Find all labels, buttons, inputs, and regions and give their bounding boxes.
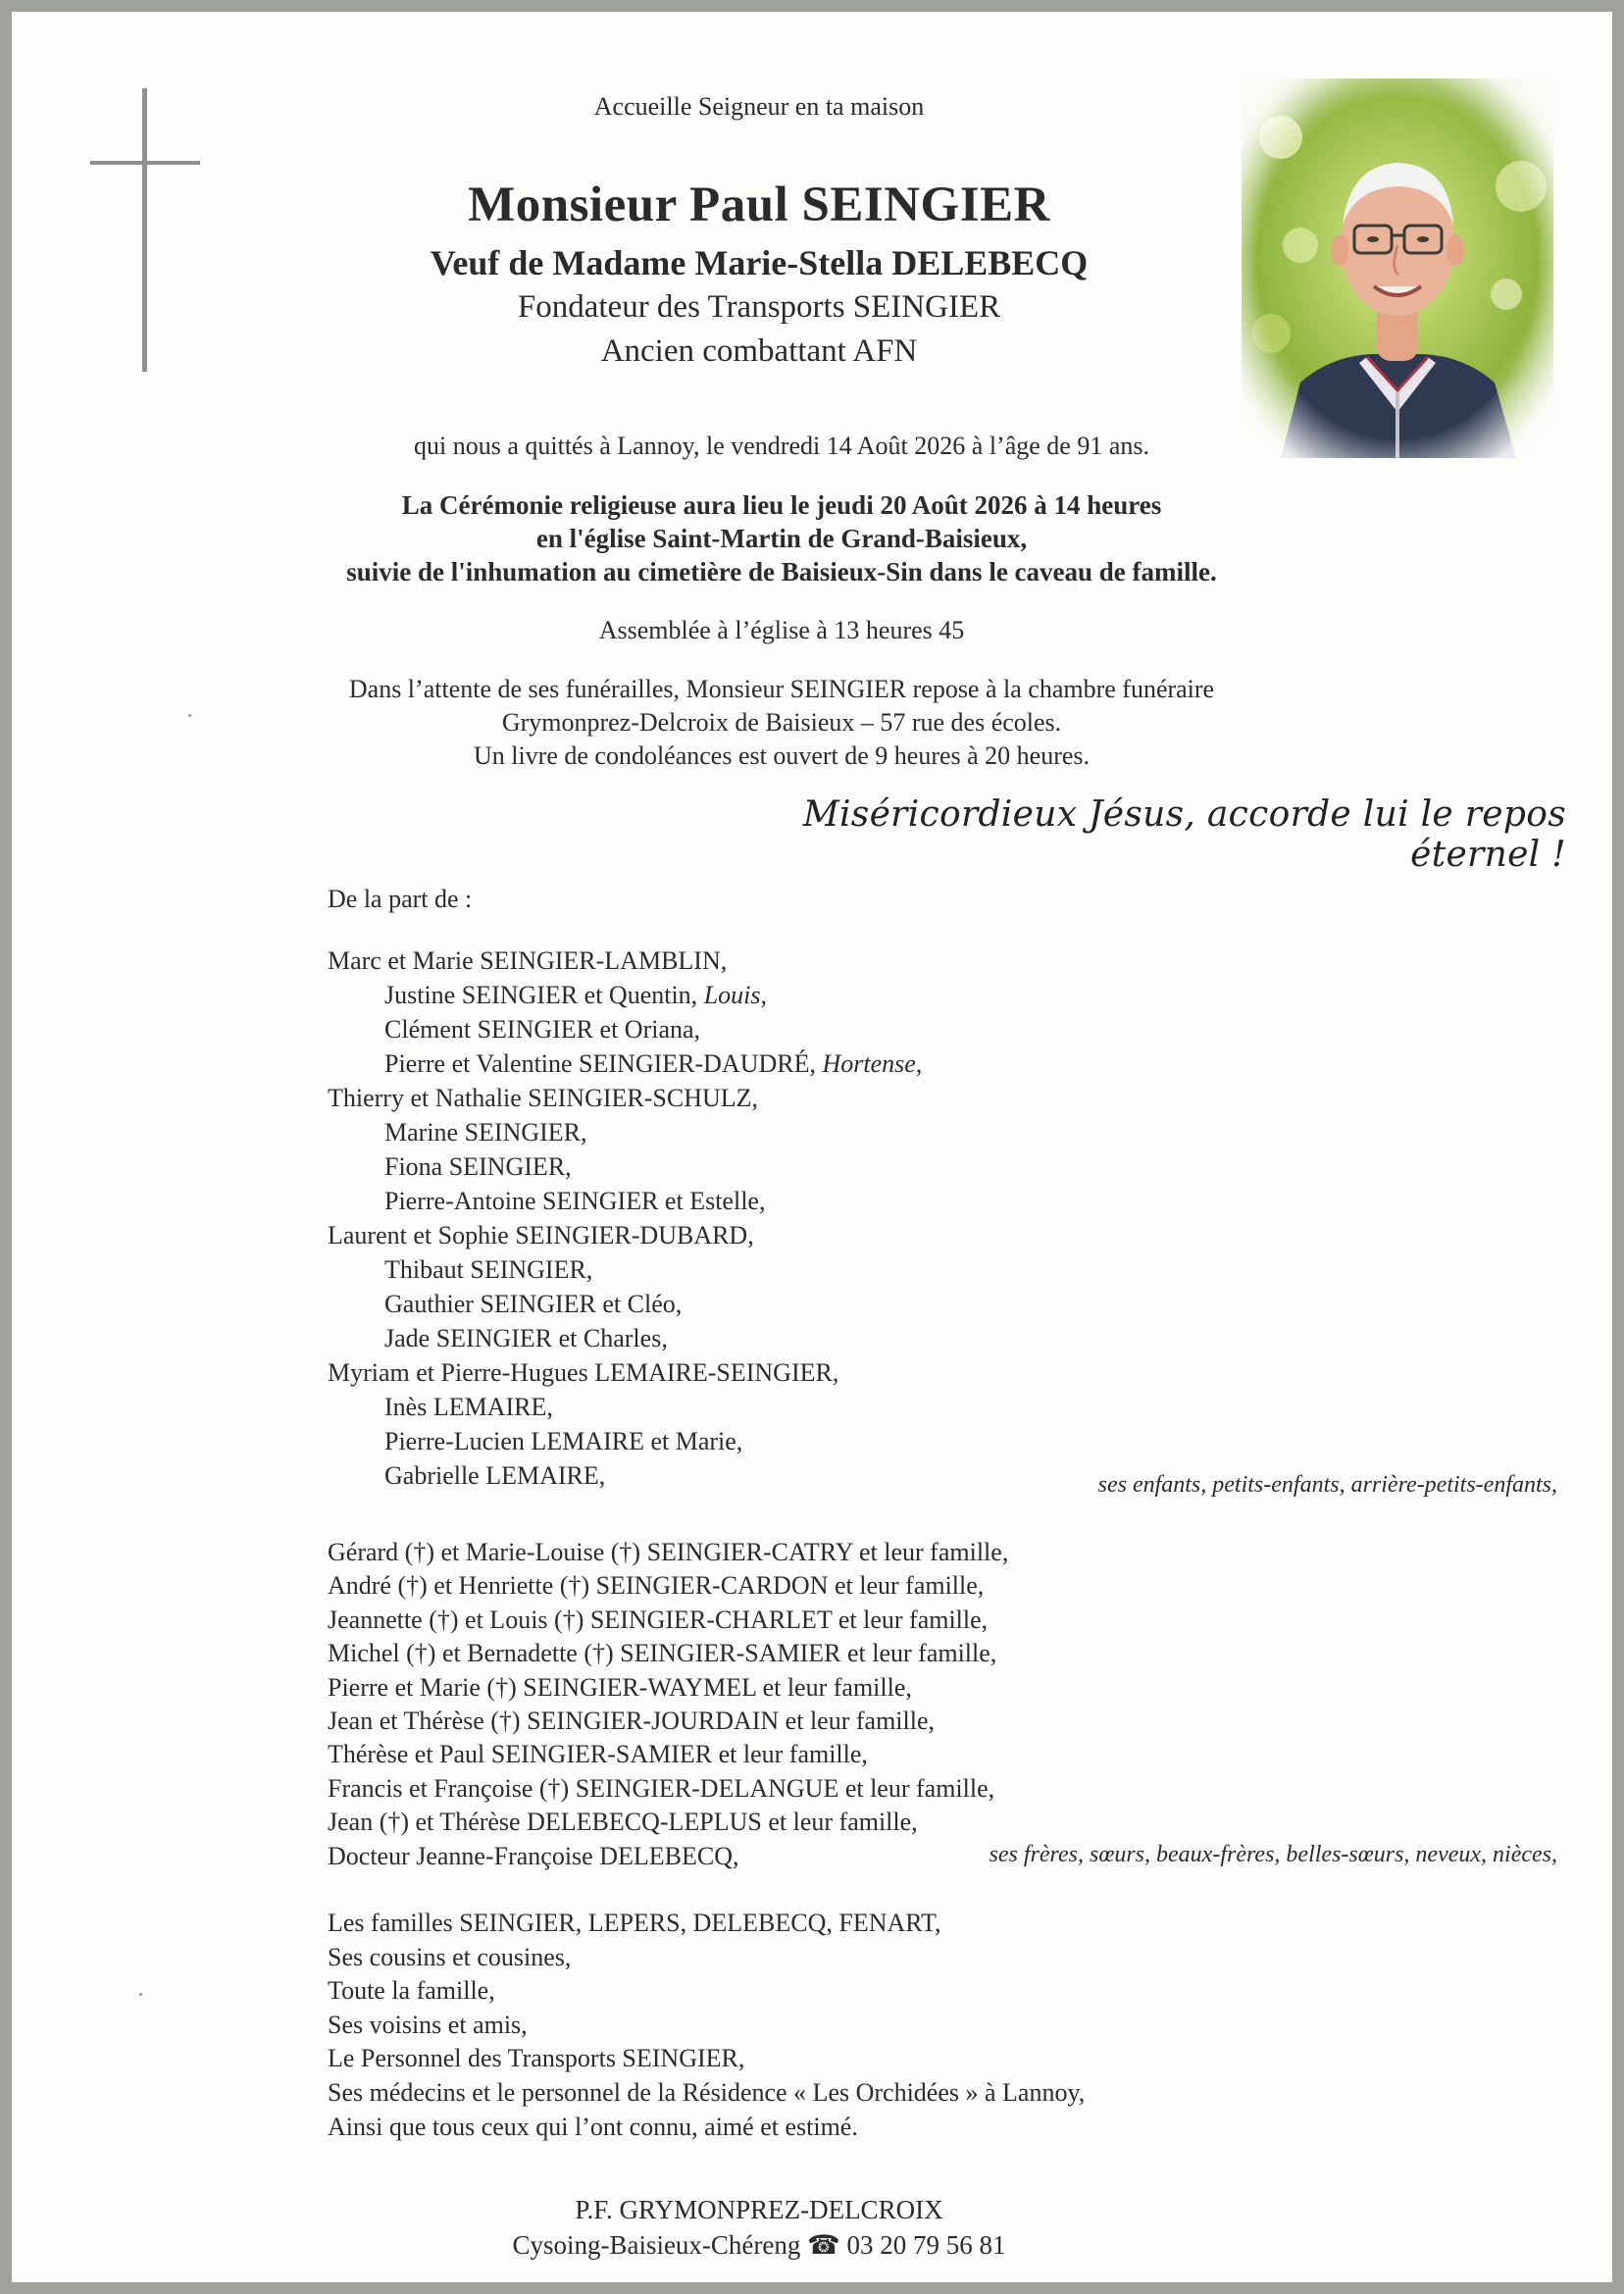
child-couple: [328, 946, 727, 976]
family-member-name: Pierre et Valentine SEINGIER-DAUDRÉ,: [384, 1049, 823, 1078]
sibling-line: Gérard (†) et Marie-Louise (†) SEINGIER-CATRY et leur famille,: [328, 1538, 1009, 1566]
grandchild: [384, 1118, 587, 1147]
great-grandchild-name: Hortense,: [822, 1049, 923, 1078]
sibling-line: Jean et Thérèse (†) SEINGIER-JOURDAIN et leur famille,: [328, 1707, 935, 1735]
child-couple: [328, 1084, 758, 1113]
other-mourner-line: Ainsi que tous ceux qui l’ont connu, aimé et estimé.: [328, 2112, 858, 2141]
family-member-name: Thierry et Nathalie SEINGIER-SCHULZ,: [328, 1084, 759, 1112]
widower-line: Veuf de Madame Marie-Stella DELEBECQ: [430, 243, 1089, 282]
sibling-line: Jean (†) et Thérèse DELEBECQ-LEPLUS et leur famille,: [328, 1808, 918, 1837]
grandchild: [384, 1427, 742, 1456]
deceased-name: Monsieur Paul SEINGIER: [468, 178, 1050, 232]
family-member-name: Pierre-Antoine SEINGIER et Estelle,: [384, 1187, 766, 1215]
family-member-name: Clément SEINGIER et Oriana,: [384, 1015, 701, 1044]
sibling-line: Francis et Françoise (†) SEINGIER-DELANGUE et leur famille,: [328, 1773, 995, 1803]
siblings-relation: ses frères, sœurs, beaux-frères, belles-sœurs, neveux, nièces,: [989, 1842, 1557, 1867]
grandchild: [384, 1461, 605, 1491]
other-mourner-line: Ses médecins et le personnel de la Résidence « Les Orchidées » à Lannoy,: [328, 2078, 1086, 2107]
family-member-name: Gabrielle LEMAIRE,: [384, 1461, 606, 1490]
sibling-line: Docteur Jeanne-Françoise DELEBECQ,: [328, 1841, 739, 1870]
ceremony-line: suivie de l'inhumation au cimetière de Baisieux-Sin dans le caveau de famille.: [346, 557, 1217, 586]
obituary-sheet: [12, 12, 1612, 2282]
other-mourner-line: Le Personnel des Transports SEINGIER,: [328, 2044, 745, 2073]
other-mourner-line: Ses cousins et cousines,: [328, 1942, 572, 1971]
family-member-name: Myriam et Pierre-Hugues LEMAIRE-SEINGIER,: [328, 1358, 839, 1387]
family-member-name: Marine SEINGIER,: [384, 1118, 587, 1147]
location: Cysoing-Baisieux-Chéreng: [512, 2230, 801, 2260]
grandchild: [384, 981, 767, 1010]
sibling-line: Michel (†) et Bernadette (†) SEINGIER-SAMIER et leur famille,: [328, 1639, 997, 1668]
phone-number: 03 20 79 56 81: [846, 2230, 1006, 2260]
prayer: Miséricordieux Jésus, accorde lui le repos éternel !: [802, 794, 1566, 875]
invocation: Accueille Seigneur en ta maison: [593, 92, 925, 121]
family-member-name: Inès LEMAIRE,: [384, 1393, 553, 1421]
sibling-line: André (†) et Henriette (†) SEINGIER-CARDON et leur famille,: [328, 1571, 985, 1601]
other-mourner-line: Toute la famille,: [328, 1976, 495, 2006]
death-notice: qui nous a quittés à Lannoy, le vendredi 14 Août 2026 à l’âge de 91 ans.: [414, 432, 1149, 460]
cross-icon-bar: [90, 161, 200, 165]
family-member-name: Marc et Marie SEINGIER-LAMBLIN,: [328, 946, 728, 975]
grandchild: [384, 1324, 668, 1353]
child-couple: [328, 1358, 838, 1388]
family-member-name: Justine SEINGIER et Quentin,: [384, 981, 704, 1009]
paper-speck: [139, 1993, 142, 1996]
grandchild: [384, 1290, 682, 1319]
family-member-name: Thibaut SEINGIER,: [384, 1255, 593, 1284]
phone-icon: ☎: [807, 2230, 840, 2260]
great-grandchild-name: Louis,: [703, 981, 767, 1009]
other-mourner-line: Ses voisins et amis,: [328, 2010, 528, 2039]
grandchild: [384, 1187, 765, 1216]
grandchild: [384, 1152, 572, 1182]
children-relation: ses enfants, petits-enfants, arrière-petits-enfants,: [1097, 1472, 1557, 1498]
funeral-home-contact: [12, 2230, 1506, 2261]
sibling-line: Thérèse et Paul SEINGIER-SAMIER et leur famille,: [328, 1740, 868, 1769]
from-label: De la part de :: [328, 885, 473, 913]
grandchild: [384, 1049, 922, 1079]
assembly-line: Assemblée à l’église à 13 heures 45: [598, 616, 965, 644]
waiting-line: Un livre de condoléances est ouvert de 9 heures à 20 heures.: [473, 741, 1091, 770]
family-member-name: Gauthier SEINGIER et Cléo,: [384, 1290, 683, 1318]
waiting-line: Grymonprez-Delcroix de Baisieux – 57 rue des écoles.: [501, 708, 1062, 737]
paper-speck: [188, 714, 191, 717]
family-member-name: Laurent et Sophie SEINGIER-DUBARD,: [328, 1221, 754, 1249]
other-mourner-line: Les familles SEINGIER, LEPERS, DELEBECQ, FENART,: [328, 1909, 941, 1937]
ceremony-line: La Cérémonie religieuse aura lieu le jeudi 20 Août 2026 à 14 heures: [401, 490, 1162, 520]
grandchild: [384, 1015, 700, 1045]
family-member-name: Jade SEINGIER et Charles,: [384, 1324, 668, 1352]
veteran-line: Ancien combattant AFN: [600, 333, 918, 369]
sibling-line: Pierre et Marie (†) SEINGIER-WAYMEL et leur famille,: [328, 1672, 912, 1702]
grandchild: [384, 1255, 592, 1285]
family-member-name: Pierre-Lucien LEMAIRE et Marie,: [384, 1427, 743, 1455]
sibling-line: Jeannette (†) et Louis (†) SEINGIER-CHARLET et leur famille,: [328, 1605, 989, 1634]
ceremony-line: en l'église Saint-Martin de Grand-Baisieux,: [535, 524, 1028, 553]
founder-line: Fondateur des Transports SEINGIER: [517, 289, 1001, 325]
waiting-line: Dans l’attente de ses funérailles, Monsieur SEINGIER repose à la chambre funéraire: [348, 675, 1215, 703]
funeral-home: P.F. GRYMONPREZ-DELCROIX: [575, 2195, 943, 2224]
grandchild: [384, 1393, 553, 1422]
child-couple: [328, 1221, 754, 1250]
family-member-name: Fiona SEINGIER,: [384, 1152, 572, 1181]
